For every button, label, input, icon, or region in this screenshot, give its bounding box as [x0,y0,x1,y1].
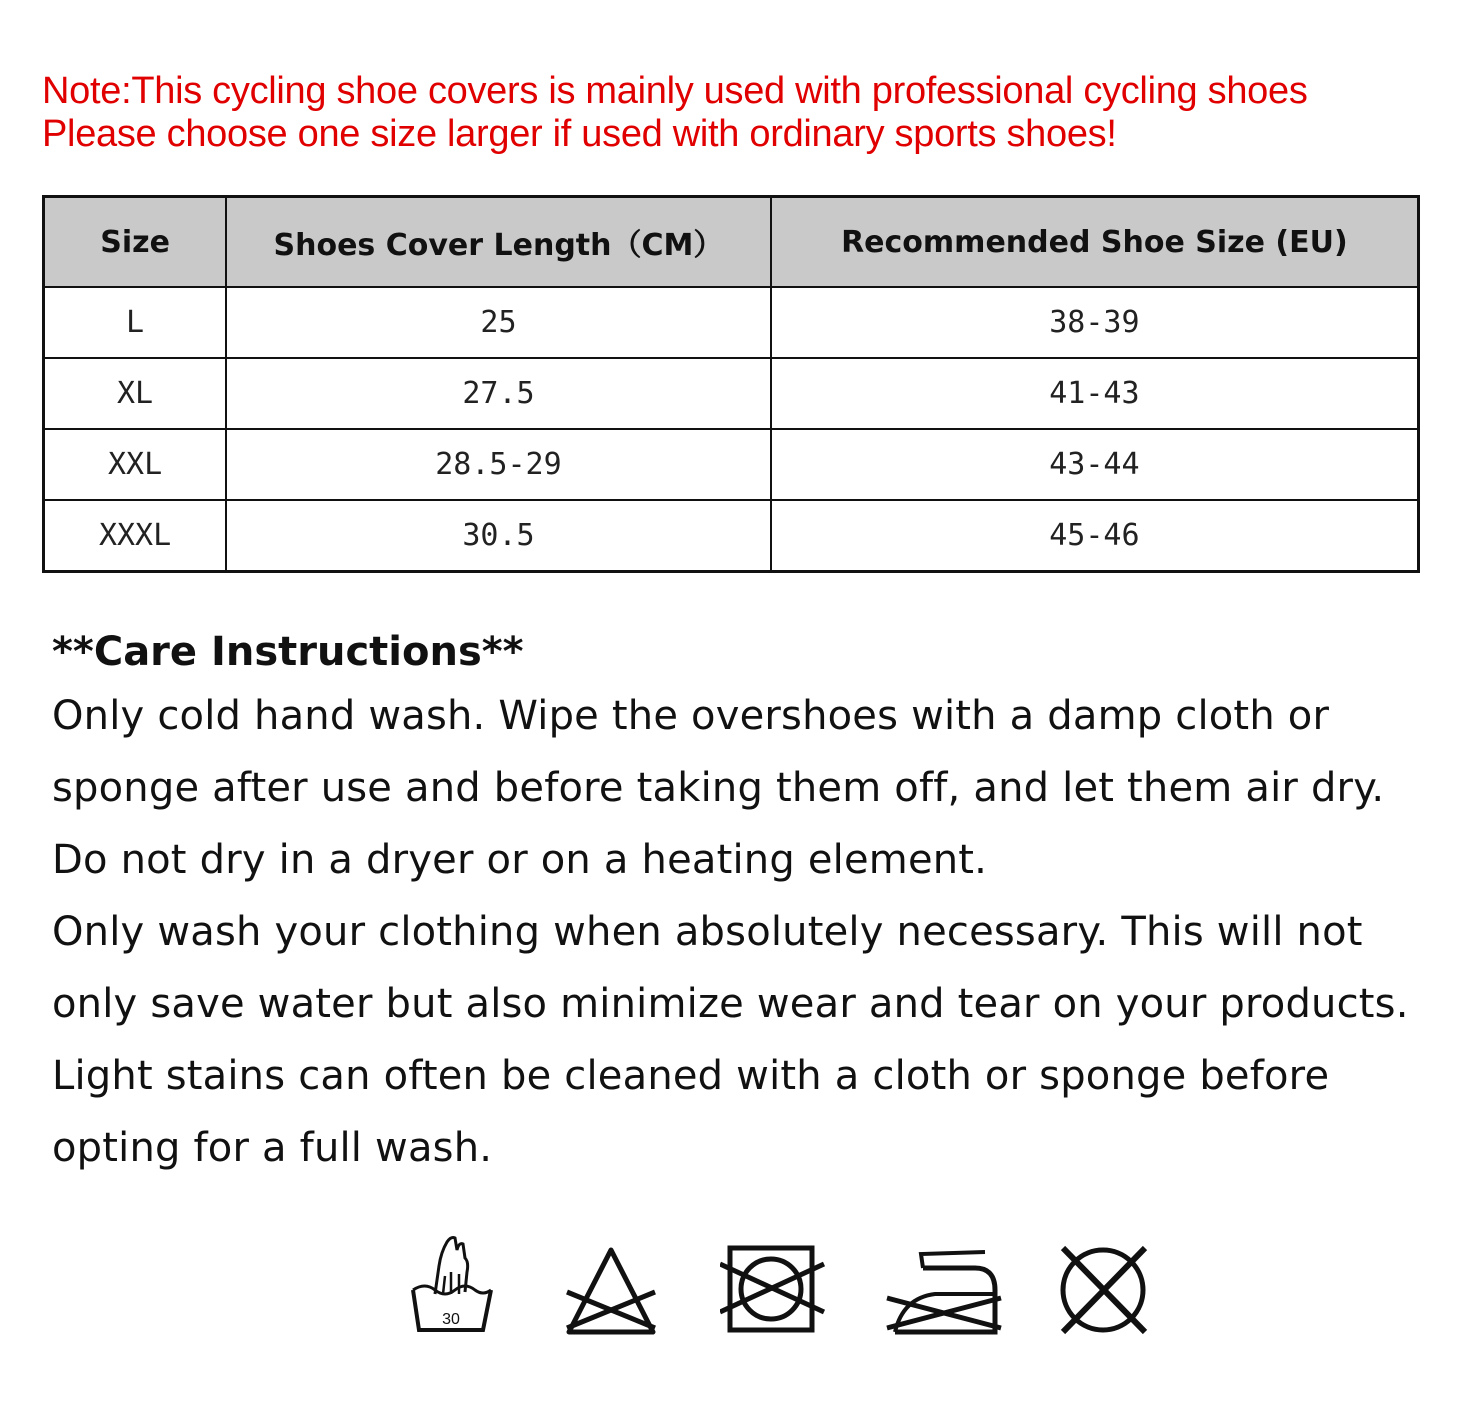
cell-length: 25 [226,287,771,358]
cell-length: 27.5 [226,358,771,429]
cell-size: XXL [44,429,227,500]
cell-size: L [44,287,227,358]
hand-wash-30-icon [405,1232,497,1336]
note-line-2: Please choose one size larger if used with ordinary sports shoes! [42,113,1117,155]
table-row [44,287,1419,358]
table-row [44,429,1419,500]
cell-shoe-size: 45-46 [771,500,1419,572]
care-heading: **Care Instructions** [52,629,524,675]
do-not-dry-clean-icon [1055,1232,1151,1336]
hand-wash-temperature: 30 [442,1311,460,1328]
note-text [42,70,1472,156]
header-recommended-shoe-size: Recommended Shoe Size (EU) [771,197,1419,288]
cell-length: 28.5-29 [226,429,771,500]
header-cover-length: Shoes Cover Length（CM） [226,197,771,288]
care-paragraph-2: Only wash your clothing when absolutely necessary. This will not only save water but also minimize wear and tear on your products. Light stains can often be cleaned with a cloth or sponge before opting for a full wash. [52,909,1409,1171]
do-not-tumble-dry-icon [720,1232,830,1336]
cell-shoe-size: 43-44 [771,429,1419,500]
care-instructions [52,624,1452,1184]
table-row [44,358,1419,429]
do-not-bleach-icon [563,1232,659,1336]
table-row [44,500,1419,572]
table-header-row [44,197,1419,288]
cell-size: XL [44,358,227,429]
cell-length: 30.5 [226,500,771,572]
cell-shoe-size: 41-43 [771,358,1419,429]
care-paragraph-1: Only cold hand wash. Wipe the overshoes with a damp cloth or sponge after use and before taking them off, and let them air dry. Do not dry in a dryer or on a heating element. [52,693,1385,883]
cell-shoe-size: 38-39 [771,287,1419,358]
note-line-1: Note:This cycling shoe covers is mainly used with professional cycling shoes [42,70,1308,112]
cell-size: XXXL [44,500,227,572]
header-size: Size [44,197,227,288]
size-chart-table [42,195,1420,573]
do-not-iron-icon [885,1232,1005,1336]
care-icons-row [405,1232,1165,1342]
